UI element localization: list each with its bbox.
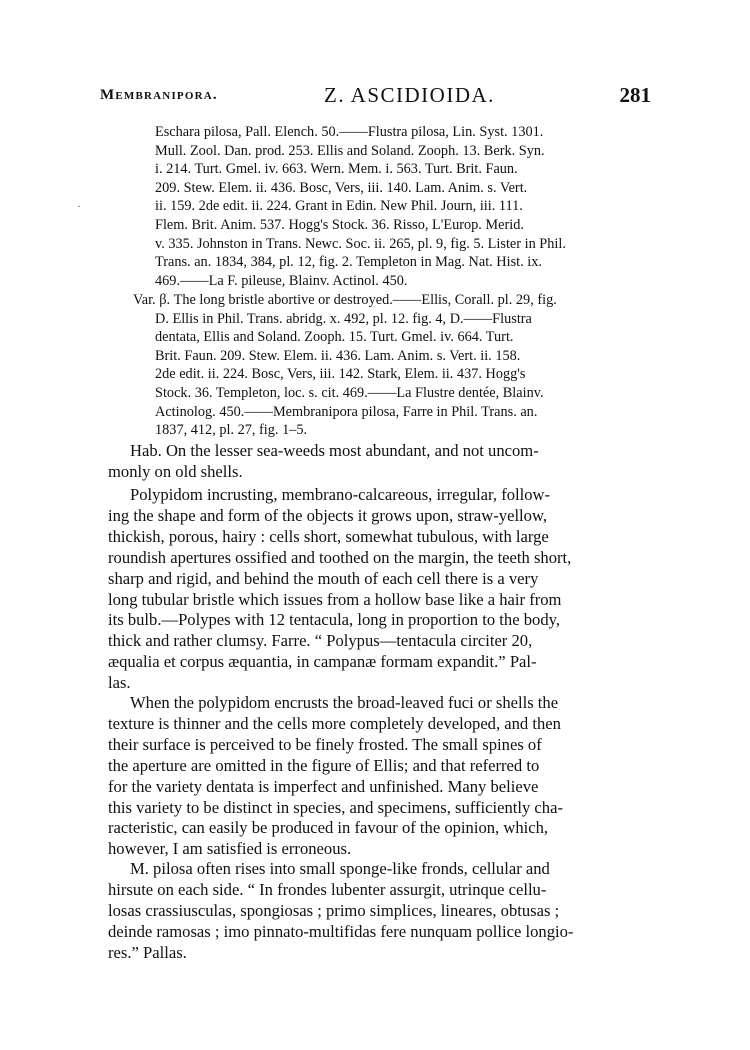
synonymy-block — [155, 123, 651, 290]
description-line: ing the shape and form of the objects it grows upon, straw-yellow, — [108, 505, 548, 525]
margin-mark: · — [77, 199, 81, 213]
synonymy-line: 469.——La F. pileuse, Blainv. Actinol. 450. — [155, 272, 408, 289]
description-line: Polypidom incrusting, membrano-calcareous, irregular, follow- — [130, 485, 551, 504]
synonymy-line: Flem. Brit. Anim. 537. Hogg's Stock. 36. Risso, L'Europ. Merid. — [155, 216, 524, 233]
remarks-line: the aperture are omitted in the figure of Ellis; and that referred to — [108, 755, 540, 775]
remarks-line: racteristic, can easily be produced in favour of the opinion, which, — [108, 818, 549, 838]
habitat-line: Hab. On the lesser sea-weeds most abundant, and not uncom- — [130, 441, 539, 460]
description-line: roundish apertures ossified and toothed on the margin, the teeth short, — [108, 547, 572, 567]
remarks-line: this variety to be distinct in species, and specimens, sufficiently cha- — [108, 797, 563, 817]
remarks-paragraph — [108, 693, 651, 860]
habitat-line: monly on old shells. — [108, 461, 243, 481]
growth-line: hirsute on each side. “ In frondes lubenter assurgit, utrinque cellu- — [108, 879, 547, 899]
page-number: 281 — [619, 83, 651, 107]
growth-line: deinde ramosas ; imo pinnato-multifidas fere nunquam pollice longio- — [108, 921, 574, 941]
remarks-line: texture is thinner and the cells more completely developed, and then — [108, 713, 561, 733]
description-line: æqualia et corpus æquantia, in campanæ formam expandit.” Pal- — [108, 652, 537, 672]
remarks-line: their surface is perceived to be finely frosted. The small spines of — [108, 734, 542, 754]
growth-line: res.” Pallas. — [108, 942, 187, 962]
description-line: thick and rather clumsy. Farre. “ Polypus—tentacula circiter 20, — [108, 631, 533, 651]
growth-line: M. pilosa often rises into small sponge-like fronds, cellular and — [130, 859, 550, 878]
growth-paragraph — [108, 859, 651, 964]
variety-line: 1837, 412, pl. 27, fig. 1–5. — [155, 422, 308, 439]
habitat-paragraph — [108, 441, 651, 483]
running-header — [100, 83, 651, 111]
synonymy-line: i. 214. Turt. Gmel. iv. 663. Wern. Mem. i. 563. Turt. Brit. Faun. — [155, 161, 518, 178]
remarks-line: however, I am satisfied is erroneous. — [108, 839, 352, 859]
variety-line: Brit. Faun. 209. Stew. Elem. ii. 436. Lam. Anim. s. Vert. ii. 158. — [155, 347, 521, 364]
synonymy-line: Mull. Zool. Dan. prod. 253. Ellis and Soland. Zooph. 13. Berk. Syn. — [155, 142, 545, 159]
synonymy-line: Eschara pilosa, Pall. Elench. 50.——Flustra pilosa, Lin. Syst. 1301. — [155, 124, 544, 140]
variety-block — [133, 291, 651, 440]
growth-line: losas crassiusculas, spongiosas ; primo simplices, lineares, obtusas ; — [108, 900, 560, 920]
description-line: its bulb.—Polypes with 12 tentacula, long in proportion to the body, — [108, 610, 560, 630]
synonymy-line: v. 335. Johnston in Trans. Newc. Soc. ii. 265, pl. 9, fig. 5. Lister in Phil. — [155, 235, 566, 252]
remarks-line: for the variety dentata is imperfect and unfinished. Many believe — [108, 776, 539, 796]
description-line: thickish, porous, hairy : cells short, somewhat tubulous, with large — [108, 526, 549, 546]
variety-line: Stock. 36. Templeton, loc. s. cit. 469.——La Flustre dentée, Blainv. — [155, 384, 544, 401]
synonymy-line: ii. 159. 2de edit. ii. 224. Grant in Edin. New Phil. Journ, iii. 111. — [155, 198, 523, 215]
header-genus: Membranipora. — [100, 87, 218, 103]
description-line: long tubular bristle which issues from a hollow base like a hair from — [108, 589, 562, 609]
synonymy-line: 209. Stew. Elem. ii. 436. Bosc, Vers, iii. 140. Lam. Anim. s. Vert. — [155, 179, 528, 196]
variety-line: dentata, Ellis and Soland. Zooph. 15. Turt. Gmel. iv. 664. Turt. — [155, 329, 514, 346]
header-order: Z. ASCIDIOIDA. — [324, 83, 495, 107]
description-line: las. — [108, 673, 131, 693]
variety-line: Actinolog. 450.——Membranipora pilosa, Farre in Phil. Trans. an. — [155, 403, 538, 420]
variety-line: 2de edit. ii. 224. Bosc, Vers, iii. 142. Stark, Elem. ii. 437. Hogg's — [155, 366, 526, 383]
remarks-line: When the polypidom encrusts the broad-leaved fuci or shells the — [130, 693, 559, 712]
variety-line: Var. β. The long bristle abortive or destroyed.——Ellis, Corall. pl. 29, fig. — [133, 292, 557, 308]
variety-line: D. Ellis in Phil. Trans. abridg. x. 492, pl. 12. fig. 4, D.——Flustra — [155, 310, 532, 327]
description-paragraph — [108, 485, 651, 694]
synonymy-line: Trans. an. 1834, 384, pl. 12, fig. 2. Templeton in Mag. Nat. Hist. ix. — [155, 254, 542, 271]
description-line: sharp and rigid, and behind the mouth of each cell there is a very — [108, 568, 539, 588]
